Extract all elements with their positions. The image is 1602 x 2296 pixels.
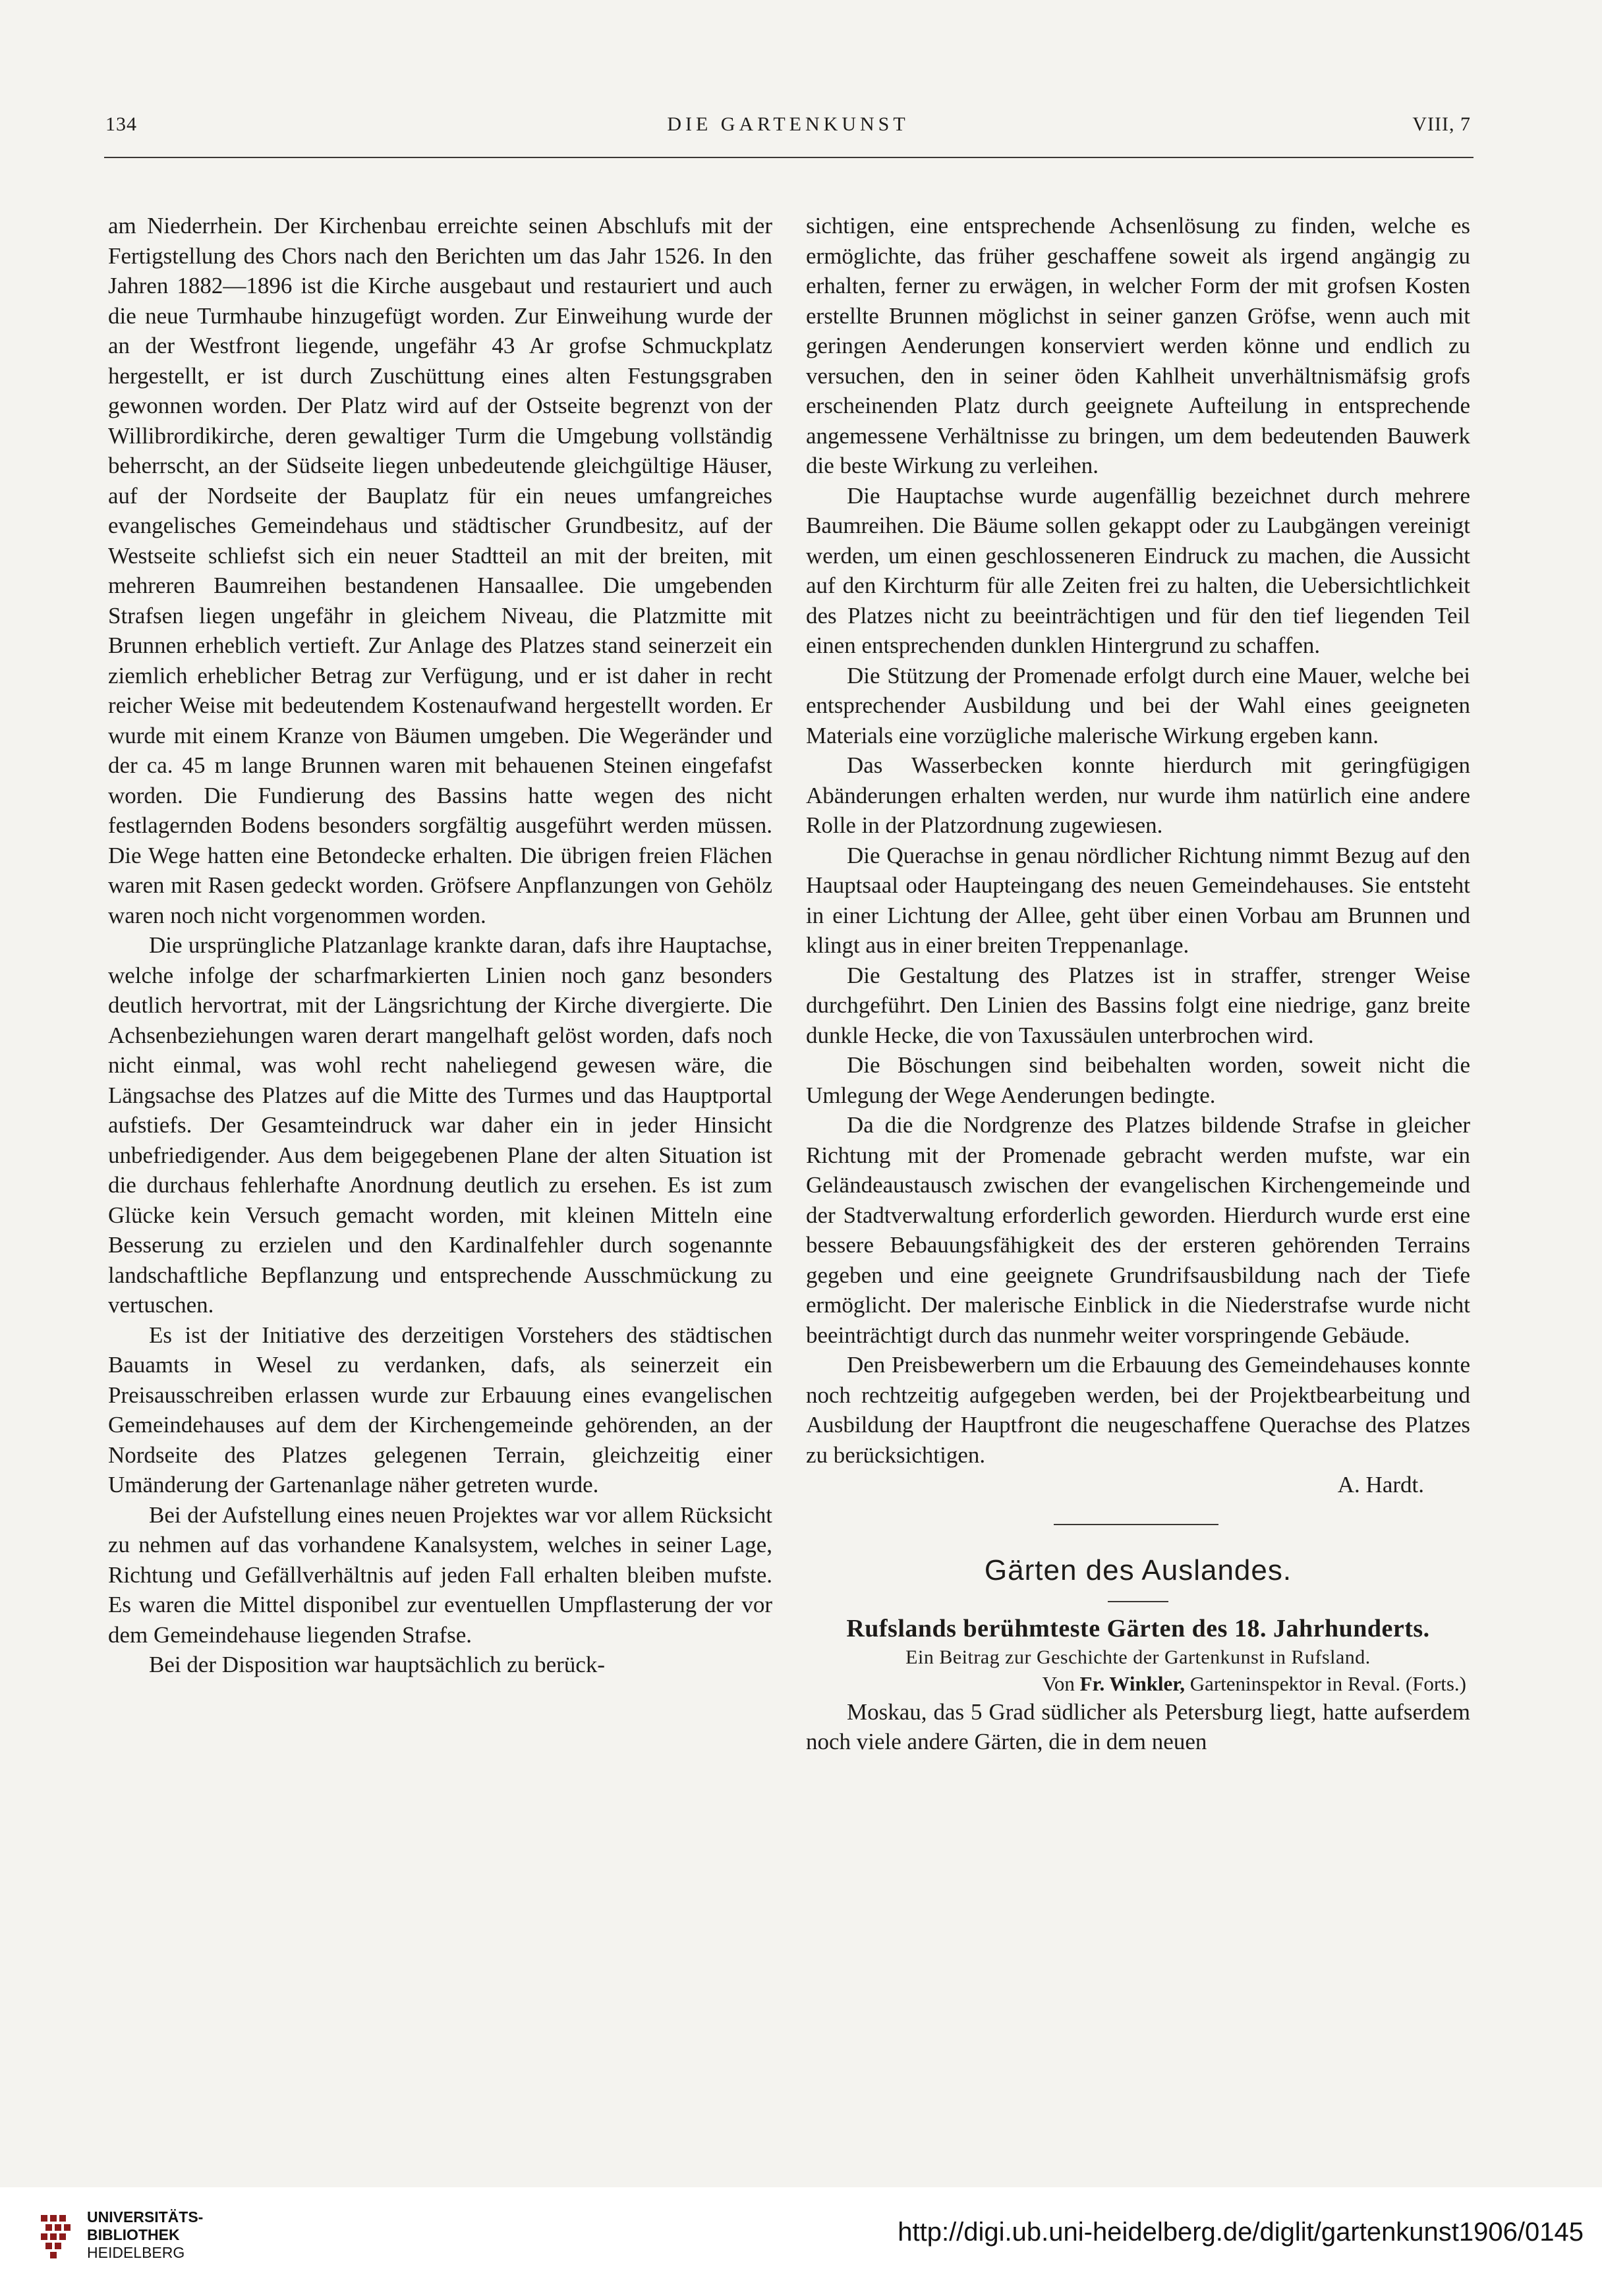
paragraph: Das Wasserbecken konnte hierdurch mit geringfügigen Abänderungen erhalten werden, nur wurde ihm natürlich eine andere Rolle in der Platzordnung zugewiesen. bbox=[806, 752, 1470, 838]
paragraph: Bei der Disposition war hauptsächlich zu berück- bbox=[149, 1652, 606, 1677]
article-end-rule bbox=[1054, 1524, 1218, 1525]
permalink-url[interactable]: http://digi.ub.uni-heidelberg.de/diglit/gartenkunst1906/0145 bbox=[898, 2218, 1584, 2247]
footer-bar bbox=[0, 2187, 1602, 2296]
section-heading: Gärten des Auslandes. bbox=[984, 1554, 1292, 1586]
volume-issue: VIII, 7 bbox=[1412, 113, 1471, 135]
article-byline bbox=[806, 1671, 1470, 1697]
article-title: Rufslands berühmteste Gärten des 18. Jahrhunderts. bbox=[846, 1615, 1430, 1642]
logo-line: BIBLIOTHEK bbox=[87, 2226, 180, 2243]
paragraph: Die Gestaltung des Platzes ist in straffer, strenger Weise durchgeführt. Den Linien des Bassins folgt eine niedrige, ganz breite dunkle Hecke, die von Taxussäulen unterbrochen wird. bbox=[806, 962, 1470, 1048]
section-rule bbox=[1108, 1601, 1168, 1602]
paragraph: Die ursprüngliche Platzanlage krankte daran, dafs ihre Hauptachse, welche infolge der scharfmarkierten Linien noch ganz besonders deutlich hervortrat, mit der Längsrichtung der Kirche divergierte. Die Achsenbeziehungen waren derart mangelhaft gelöst worden, dafs noch nicht einmal, was wohl recht naheliegend gewesen wäre, die Längsachse des Platzes auf die Mitte des Turmes und das Hauptportal aufstiefs. Der Gesamteindruck war daher ein in jeder Hinsicht unbefriedigender. Aus dem beigegebenen Plane der alten Situation ist die durchaus fehlerhafte Anordnung deutlich zu ersehen. Es ist zum Glücke kein Versuch gemacht worden, mit kleinen Mitteln eine Besserung zu erzielen und den Kardinalfehler durch sogenannte landschaftliche Bepflanzung und entsprechende Ausschmückung zu vertuschen. bbox=[108, 932, 772, 1318]
paragraph: Bei der Aufstellung eines neuen Projektes war vor allem Rücksicht zu nehmen auf das vorhandene Kanalsystem, welches in seiner Lage, Richtung und Gefällverhältnis auf jeden Fall erhalten bleiben mufste. Es waren die Mittel disponibel zur eventuellen Umpflasterung der vor dem Gemeindehause liegenden Strafse. bbox=[108, 1501, 772, 1648]
header-rule bbox=[104, 157, 1473, 158]
right-column bbox=[806, 211, 1470, 1757]
byline-suffix: Garteninspektor in Reval. (Forts.) bbox=[1184, 1671, 1466, 1695]
library-name bbox=[87, 2208, 203, 2262]
running-header bbox=[105, 113, 1471, 140]
author-signature: A. Hardt. bbox=[1337, 1472, 1424, 1498]
left-column bbox=[108, 211, 772, 1680]
paragraph: sichtigen, eine entsprechende Achsenlösung zu finden, welche es ermöglichte, das früher geschaffene soweit als irgend angängig zu erhalten, ferner zu erwägen, in welcher Form der mit grofsen Kosten erstellte Brunnen möglichst in seiner ganzen Gröfse, wenn auch mit geringen Aenderungen konserviert werden könne und endlich zu versuchen, den in seiner öden Kahlheit unverhältnismäfsig grofs erscheinenden Platz durch geeignete Aufteilung in entsprechende angemessene Verhältnisse zu bringen, um dem bedeutenden Bauwerk die beste Wirkung zu verleihen. bbox=[806, 213, 1470, 478]
journal-title: DIE GARTENKUNST bbox=[667, 113, 909, 135]
byline-prefix: Von bbox=[1042, 1671, 1080, 1695]
author-name: Fr. Winkler, bbox=[1079, 1671, 1185, 1695]
paragraph: Moskau, das 5 Grad südlicher als Petersburg liegt, hatte aufserdem noch viele andere Gärten, die in dem neuen bbox=[806, 1698, 1470, 1754]
paragraph: Die Böschungen sind beibehalten worden, soweit nicht die Umlegung der Wege Aenderungen bedingte. bbox=[806, 1052, 1470, 1108]
page-number: 134 bbox=[105, 113, 137, 135]
logo-line: HEIDELBERG bbox=[87, 2244, 185, 2261]
library-logo[interactable] bbox=[38, 2200, 236, 2280]
logo-line: UNIVERSITÄTS- bbox=[87, 2208, 204, 2226]
university-library-icon bbox=[38, 2210, 87, 2269]
paragraph: Da die die Nordgrenze des Platzes bildende Strafse in gleicher Richtung mit der Promenade gebracht werden mufste, war ein Geländeaustausch zwischen der evangelischen Kirchengemeinde und der Stadtverwaltung erforderlich geworden. Hierdurch wurde erst eine bessere Bebauungsfähigkeit des der ersteren gehörenden Terrains gegeben und eine geeignete Grundrifsausbildung nach der Tiefe ermöglicht. Der malerische Einblick in die Niederstrafse wurde nicht beeinträchtigt durch das nunmehr weiter vorspringende Gebäude. bbox=[806, 1112, 1470, 1348]
paragraph: Die Stützung der Promenade erfolgt durch eine Mauer, welche bei entsprechender Ausbildung und bei der Wahl eines geeigneten Materials eine vorzügliche malerische Wirkung ergeben kann. bbox=[806, 662, 1470, 748]
paragraph: Die Querachse in genau nördlicher Richtung nimmt Bezug auf den Hauptsaal oder Haupteingang des neuen Gemeindehauses. Sie entsteht in einer Lichtung der Allee, geht über einen Vorbau am Brunnen und klingt aus in einer breiten Treppenanlage. bbox=[806, 842, 1470, 958]
paragraph: Es ist der Initiative des derzeitigen Vorstehers des städtischen Bauamts in Wesel zu verdanken, dafs, als seinerzeit ein Preisausschreiben erlassen wurde zur Erbauung eines evangelischen Gemeindehauses auf dem der Kirchengemeinde gehörenden, an der Nordseite des Platzes gelegenen Terrain, gleichzeitig einer Umänderung der Gartenanlage näher getreten wurde. bbox=[108, 1322, 772, 1498]
paragraph: am Niederrhein. Der Kirchenbau erreichte seinen Abschlufs mit der Fertigstellung des Chors nach den Berichten um das Jahr 1526. In den Jahren 1882—1896 ist die Kirche ausgebaut und restauriert und auch die neue Turmhaube hinzugefügt worden. Zur Einweihung wurde der an der Westfront liegende, ungefähr 43 Ar grofse Schmuckplatz hergestellt, er ist durch Zuschüttung eines alten Festungsgraben gewonnen worden. Der Platz wird auf der Ostseite begrenzt von der Willibrordikirche, deren gewaltiger Turm die Umgebung vollständig beherrscht, an der Südseite liegen unbedeutende gleichgültige Häuser, auf der Nordseite der Bauplatz für ein neues umfangreiches evangelisches Gemeindehaus und städtischer Grundbesitz, auf der Westseite schliefst sich ein neuer Stadtteil an mit der breiten, mit mehreren Baumreihen bestandenen Hansaallee. Die umgebenden Strafsen liegen ungefähr in gleichem Niveau, die Platzmitte mit Brunnen erheblich vertieft. Zur Anlage des Platzes stand seinerzeit ein ziemlich erheblicher Betrag zur Verfügung, und er ist daher in recht reicher Weise mit bedeutendem Kostenaufwand hergestellt worden. Er wurde mit einem Kranze von Bäumen umgeben. Die Wegeränder und der ca. 45 m lange Brunnen waren mit behauenen Steinen eingefafst worden. Die Fundierung des Bassins hatte wegen des nicht festlagernden Bodens besonders sorgfältig ausgeführt werden müssen. Die Wege hatten eine Betondecke erhalten. Die übrigen freien Flächen waren mit Rasen gedeckt worden. Gröfsere Anpflanzungen von Gehölz waren noch nicht vorgenommen worden. bbox=[108, 213, 772, 928]
paragraph: Den Preisbewerbern um die Erbauung des Gemeindehauses konnte noch rechtzeitig aufgegeben werden, bei der Projektbearbeitung und Ausbildung der Hauptfront die neugeschaffene Querachse des Platzes zu berücksichtigen. bbox=[806, 1352, 1470, 1468]
article-subtitle: Ein Beitrag zur Geschichte der Gartenkunst in Rufsland. bbox=[905, 1646, 1371, 1668]
paragraph: Die Hauptachse wurde augenfällig bezeichnet durch mehrere Baumreihen. Die Bäume sollen gekappt oder zu Laubgängen vereinigt werden, um einen geschlosseneren Eindruck zu machen, die Aussicht auf den Kirchturm für alle Zeiten frei zu halten, die Uebersichtlichkeit des Platzes nicht zu beeinträchtigen und für den tief liegenden Teil einen entsprechenden dunklen Hintergrund zu schaffen. bbox=[806, 482, 1470, 658]
